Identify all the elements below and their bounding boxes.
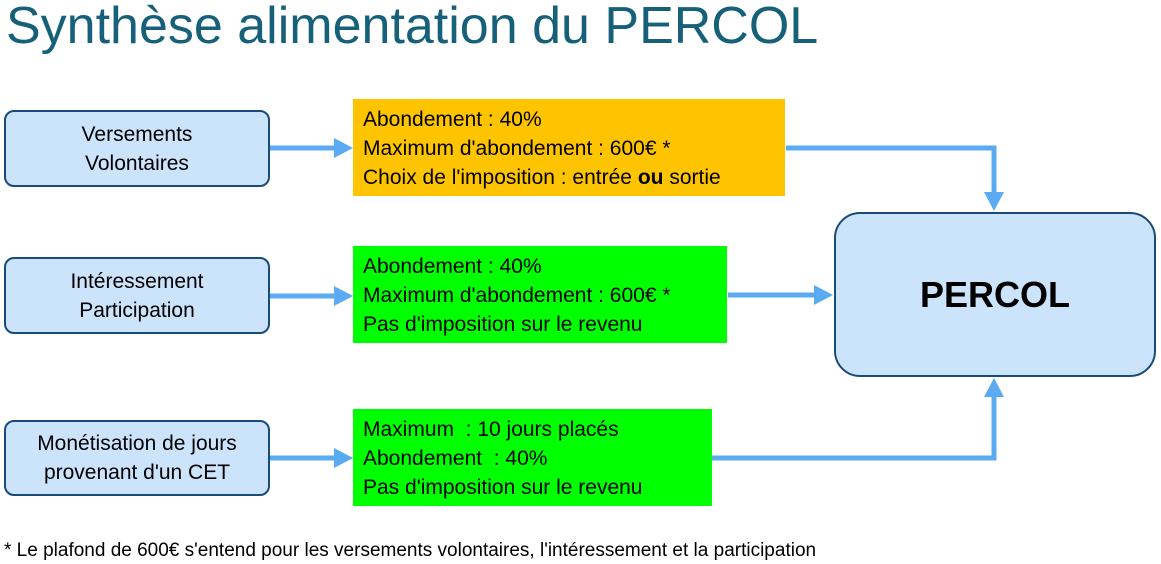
arrowhead-info1-percol xyxy=(984,192,1004,211)
info-box-versements xyxy=(353,99,785,196)
arrowhead-info3-percol xyxy=(984,378,1004,397)
source-label: Intéressement Participation xyxy=(70,269,204,322)
footnote: * Le plafond de 600€ s'entend pour les versements volontaires, l'intéressement et la participation xyxy=(4,540,817,561)
page-title: Synthèse alimentation du PERCOL xyxy=(6,0,819,55)
source-label: Monétisation de jours provenant d'un CET xyxy=(37,432,237,484)
arrowhead-cet xyxy=(334,448,353,468)
info-line: Pas d'imposition sur le revenu xyxy=(363,313,643,336)
arrowhead-info2-percol xyxy=(814,285,833,305)
source-interessement-participation xyxy=(4,257,270,334)
source-label: Versements Volontaires xyxy=(81,122,193,175)
arrow-info1-to-percol xyxy=(786,148,994,196)
info-line: Maximum d'abondement : 600€ * xyxy=(363,137,671,160)
arrowhead-interessement xyxy=(334,286,353,306)
arrowhead-versements xyxy=(334,138,353,158)
info-line: Abondement : 40% xyxy=(363,255,542,278)
info-box-cet xyxy=(353,409,712,506)
info-line: Abondement : 40% xyxy=(363,447,548,470)
info-text: Choix de l'imposition : entrée xyxy=(363,166,638,189)
info-line: Pas d'imposition sur le revenu xyxy=(363,476,643,499)
target-percol xyxy=(834,212,1156,377)
info-emphasis: ou xyxy=(637,166,664,189)
info-line: Maximum : 10 jours placés xyxy=(363,418,619,441)
info-line: Abondement : 40% xyxy=(363,108,542,131)
info-line: Maximum d'abondement : 600€ * xyxy=(363,284,671,307)
info-line-imposition xyxy=(363,163,785,192)
info-text: sortie xyxy=(663,166,721,189)
source-monetisation-cet xyxy=(4,420,270,496)
arrow-info3-to-percol xyxy=(712,394,994,458)
info-box-interessement xyxy=(353,246,727,343)
source-versements-volontaires xyxy=(4,110,270,187)
target-label: PERCOL xyxy=(919,273,1070,315)
